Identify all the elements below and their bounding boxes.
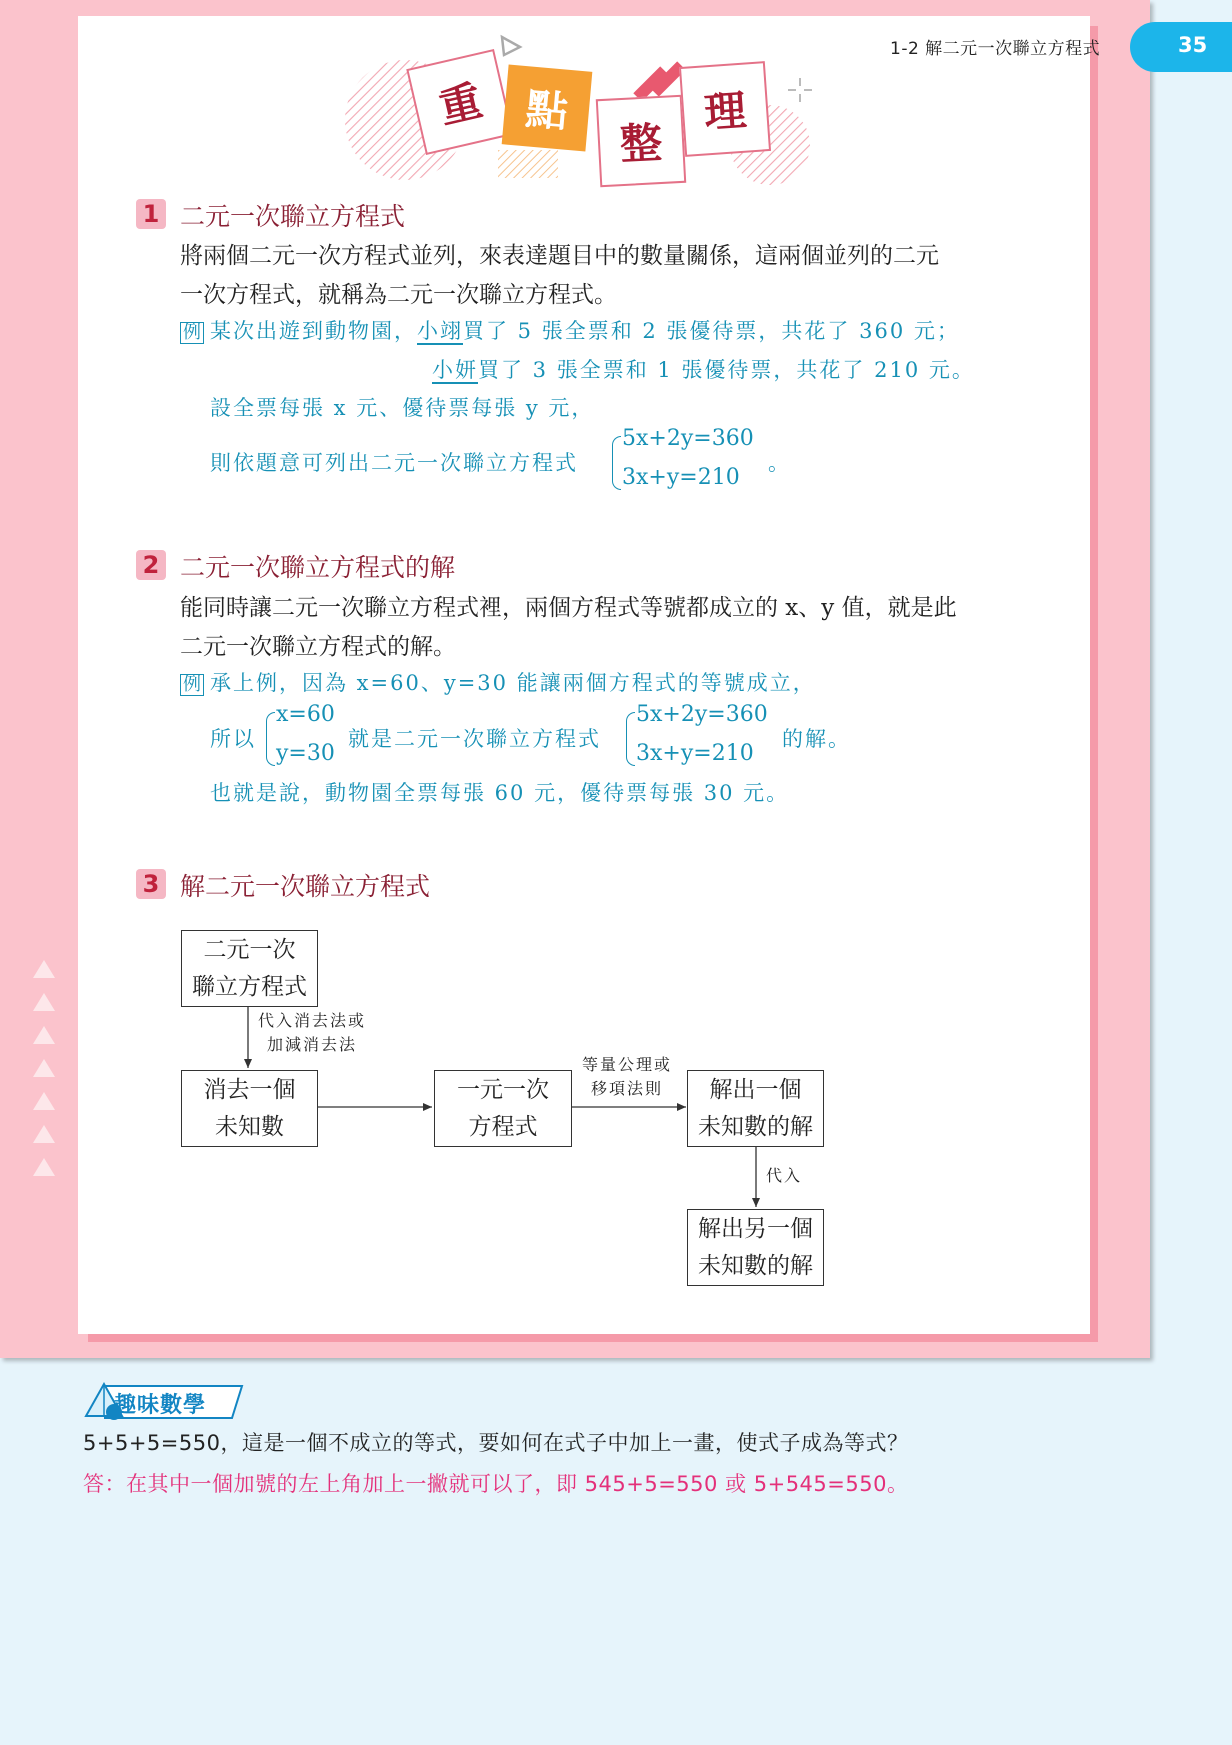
title-char-2: 點 [502,64,593,151]
flow-box-solve-other: 解出另一個 未知數的解 [687,1209,824,1286]
solution: x=60 [276,702,335,727]
equation: 3x+y=210 [622,465,740,490]
section-title: 二元一次聯立方程式 [180,202,406,231]
page-number: 35 [1178,33,1208,57]
equation: 5x+2y=360 [622,426,754,451]
flow-label-substitute: 代入 [766,1166,803,1185]
flow-box-system: 二元一次 聯立方程式 [181,930,318,1007]
fun-math-title: 趣味數學 [114,1393,207,1418]
person-name: 小妍 [432,358,478,382]
example-line: 也就是說，動物園全票每張 60 元，優待票每張 30 元。 [210,781,790,805]
example-text: 某次出遊到動物園， [210,319,417,343]
flow-label-rules: 等量公理或 移項法則 [582,1055,673,1098]
example-line: 設全票每張 x 元、優待票每張 y 元， [210,396,595,420]
example-text: 承上例，因為 x=60、y=30 能讓兩個方程式的等號成立， [210,671,816,695]
solution: y=30 [276,741,335,766]
example-mark: 例 [180,322,204,344]
equation: 3x+y=210 [636,741,754,766]
flow-label-methods: 代入消去法或 加減消去法 [258,1011,367,1054]
example-line: 則依題意可列出二元一次聯立方程式 [210,451,578,475]
example-text: 買了 3 張全票和 1 張優待票，共花了 210 元。 [478,358,975,382]
fun-math-answer: 答：在其中一個加號的左上角加上一撇就可以了，即 545+5=550 或 5+545=550。 [83,1472,909,1496]
section-number: 2 [136,550,166,580]
section-body-line: 將兩個二元一次方程式並列，來表達題目中的數量關係，這兩個並列的二元 [180,243,939,269]
example-text: 的解。 [782,727,851,751]
section-body-line: 一次方程式，就稱為二元一次聯立方程式。 [180,282,617,308]
example-text: 買了 5 張全票和 2 張優待票，共花了 360 元； [463,319,960,343]
title-char-3: 整 [596,95,686,187]
flow-box-solve-one: 解出一個 未知數的解 [687,1070,824,1147]
title-char-1: 重 [406,49,513,155]
example-mark: 例 [180,674,204,696]
person-name: 小翊 [417,319,463,343]
fun-math-question: 5+5+5=550，這是一個不成立的等式，要如何在式子中加上一畫，使式子成為等式？ [83,1431,909,1455]
section-body-line: 能同時讓二元一次聯立方程式裡，兩個方程式等號都成立的 x、y 值，就是此 [180,595,957,621]
equation: 5x+2y=360 [636,702,768,727]
example-text: 。 [768,451,791,475]
section-title: 二元一次聯立方程式的解 [180,553,456,582]
section-number: 3 [136,869,166,899]
section-title: 解二元一次聯立方程式 [180,872,431,901]
section-number: 1 [136,199,166,229]
title-char-4: 理 [679,61,771,157]
chapter-header: 1-2 解二元一次聯立方程式 [890,39,1101,59]
example-text: 就是二元一次聯立方程式 [348,727,601,751]
flow-box-linear-equation: 一元一次 方程式 [434,1070,572,1147]
section-body-line: 二元一次聯立方程式的解。 [180,634,456,660]
example-text: 所以 [210,727,256,751]
flow-box-eliminate: 消去一個 未知數 [181,1070,318,1147]
